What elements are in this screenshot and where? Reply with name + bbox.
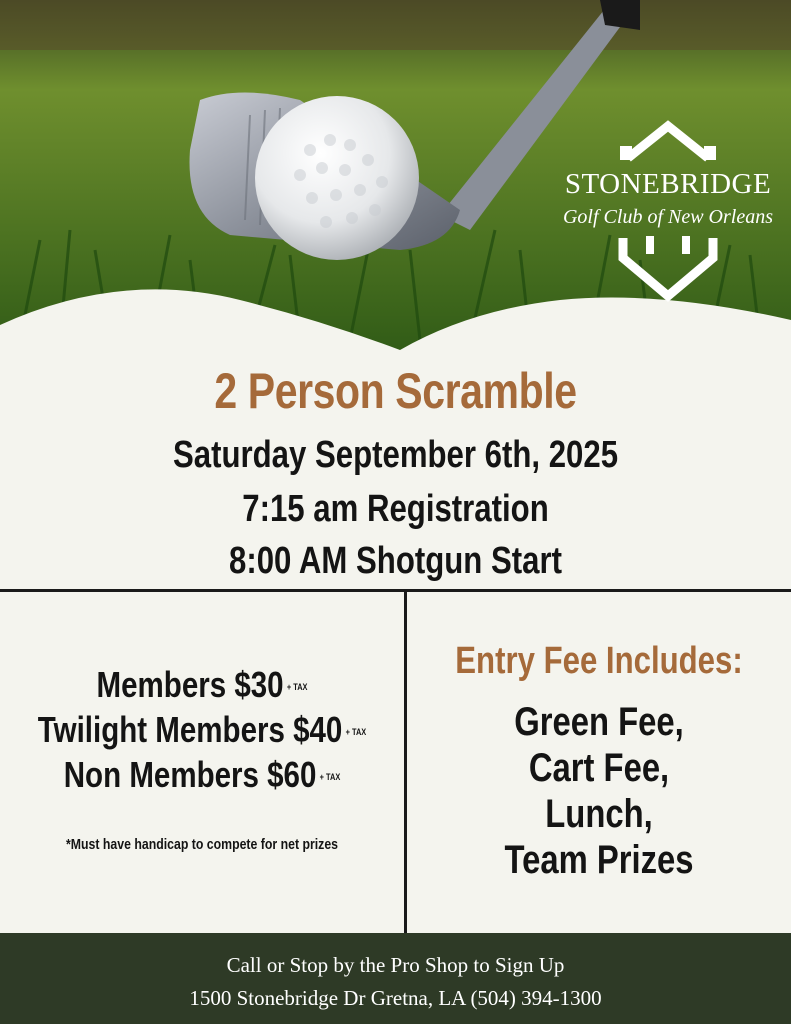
event-date: Saturday September 6th, 2025 bbox=[172, 434, 619, 476]
horizontal-divider bbox=[0, 589, 791, 592]
includes-item: Lunch, bbox=[545, 792, 653, 836]
includes-title: Entry Fee Includes: bbox=[455, 640, 743, 682]
address-phone: 1500 Stonebridge Dr Gretna, LA (504) 394-1300 bbox=[189, 986, 602, 1010]
price-twilight-members bbox=[36, 709, 367, 751]
price-label: Twilight Members $40 bbox=[37, 709, 343, 750]
stonebridge-logo bbox=[548, 118, 788, 303]
price-non-members bbox=[36, 754, 367, 796]
logo-brand-name: STONEBRIDGE bbox=[564, 168, 772, 200]
hero-photo bbox=[0, 0, 791, 360]
includes-item: Green Fee, bbox=[514, 700, 684, 744]
price-members bbox=[36, 664, 367, 706]
price-label: Members $30 bbox=[96, 664, 284, 705]
event-registration-time: 7:15 am Registration bbox=[242, 488, 549, 530]
tax-note: + TAX bbox=[345, 727, 367, 738]
price-label: Non Members $60 bbox=[63, 754, 317, 795]
event-title: 2 Person Scramble bbox=[214, 363, 577, 419]
event-start-time: 8:00 AM Shotgun Start bbox=[229, 540, 562, 582]
includes-item: Cart Fee, bbox=[528, 746, 670, 790]
footer-banner bbox=[0, 933, 791, 1024]
logo-subtitle: Golf Club of New Orleans bbox=[562, 206, 773, 228]
includes-item: Team Prizes bbox=[504, 838, 694, 882]
tax-note: + TAX bbox=[319, 772, 341, 783]
vertical-divider bbox=[404, 591, 407, 933]
handicap-note: *Must have handicap to compete for net prizes bbox=[65, 836, 339, 853]
signup-instruction: Call or Stop by the Pro Shop to Sign Up bbox=[226, 953, 565, 977]
tax-note: + TAX bbox=[286, 682, 308, 693]
